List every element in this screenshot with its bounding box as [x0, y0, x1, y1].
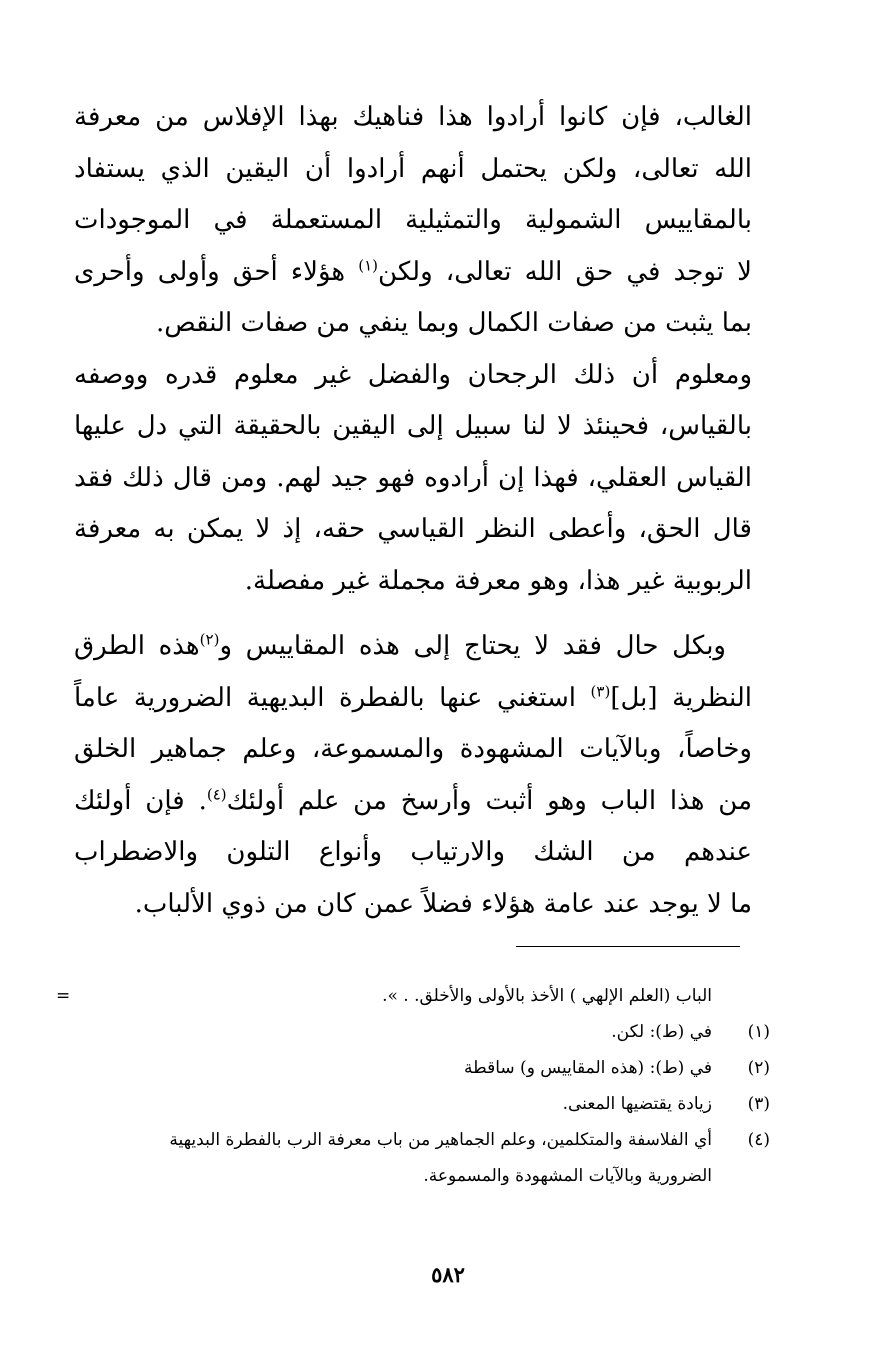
text-line: بما يثبت من صفات الكمال وبما ينفي من صفات النقص. — [156, 308, 752, 338]
text-line: قال الحق، وأعطى النظر القياسي حقه، إذ لا يمكن به معرفة — [74, 514, 752, 544]
footnote-continuation — [56, 978, 770, 1014]
text-line — [74, 673, 752, 725]
footnotes — [56, 978, 770, 1194]
page-number: ٥٨٢ — [431, 1262, 465, 1287]
footnote-number: (١) — [747, 1022, 770, 1042]
text-line — [74, 621, 752, 673]
footnote-number: (٢) — [747, 1058, 770, 1078]
text-segment: استغني عنها بالفطرة البديهية الضرورية عاماً — [74, 682, 591, 713]
footnote-separator — [516, 946, 740, 947]
text-line: الربوبية غير هذا، وهو معرفة مجملة غير مفصلة. — [244, 565, 752, 596]
footnote-text: في (ط): لكن. — [611, 1022, 712, 1042]
footnote-ref: (٣) — [590, 681, 611, 700]
footnote-text: في (ط): (هذه المقاييس و) ساقطة — [464, 1058, 712, 1078]
text-line: الغالب، فإن كانوا أرادوا هذا فناهيك بهذا الإفلاس من معرفة — [74, 102, 752, 132]
text-segment: هذه الطرق — [74, 631, 200, 661]
footnote-text: زيادة يقتضيها المعنى. — [562, 1094, 712, 1114]
text-segment: النظرية [بل] — [610, 682, 752, 713]
footnote — [74, 1122, 770, 1194]
text-segment: . فإن أولئك — [74, 785, 207, 816]
footnote-number: (٣) — [747, 1094, 770, 1114]
text-segment: لا توجد في حق الله تعالى، ولكن — [378, 256, 752, 287]
text-segment: وبكل حال فقد لا يحتاج إلى هذه المقاييس و — [219, 631, 726, 661]
footnote — [74, 1014, 770, 1050]
text-line: ومعلوم أن ذلك الرجحان والفضل غير معلوم قدره ووصفه — [74, 359, 752, 390]
footnote — [74, 1086, 770, 1122]
text-line: الله تعالى، ولكن يحتمل أنهم أرادوا أن اليقين الذي يستفاد — [74, 153, 752, 184]
text-line — [74, 247, 752, 299]
text-line: بالمقاييس الشمولية والتمثيلية المستعملة في الموجودات — [74, 205, 752, 235]
footnote-ref: (١) — [358, 255, 379, 274]
text-line: وخاصاً، وبالآيات المشهودة والمسموعة، وعلم جماهير الخلق — [74, 734, 752, 764]
text-line: عندهم من الشك والارتياب وأنواع التلون والاضطراب — [74, 837, 752, 867]
text-line: بالقياس، فحينئذ لا لنا سبيل إلى اليقين بالحقيقة التي دل عليها — [74, 411, 752, 441]
text-segment: هؤلاء أحق وأولى وأحرى — [74, 256, 359, 287]
footnote-ref: (٤) — [206, 784, 227, 803]
continuation-mark: = — [56, 986, 71, 1006]
footnote — [74, 1050, 770, 1086]
footnote-text: الباب (العلم الإلهي ) الأخذ بالأولى والأخلق. . ». — [382, 986, 712, 1006]
text-line: القياس العقلي، فهذا إن أرادوه فهو جيد لهم. ومن قال ذلك فقد — [74, 462, 752, 493]
footnote-text: الضرورية وبالآيات المشهودة والمسموعة. — [423, 1166, 712, 1186]
text-line — [74, 776, 752, 828]
text-line: ما لا يوجد عند عامة هؤلاء فضلاً عمن كان من ذوي الألباب. — [134, 888, 752, 919]
footnote-ref: (٢) — [199, 630, 220, 649]
text-segment: من هذا الباب وهو أثبت وأرسخ من علم أولئك — [226, 785, 752, 816]
footnote-text: أي الفلاسفة والمتكلمين، وعلم الجماهير من باب معرفة الرب بالفطرة البديهية — [169, 1130, 712, 1150]
main-text — [74, 92, 752, 930]
footnote-number: (٤) — [747, 1130, 770, 1150]
